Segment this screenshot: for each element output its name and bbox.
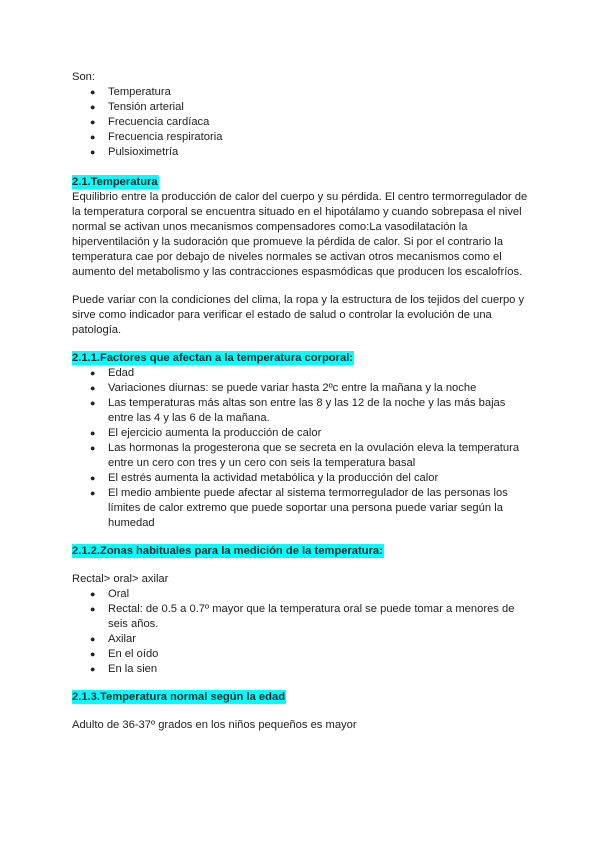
list-item: ● Las temperaturas más altas son entre las 8 y las 12 de la noche y las más bajas entre las 4 y las 6 de la mañana. — [90, 396, 532, 426]
zones-summary: Rectal> oral> axilar — [72, 573, 169, 585]
document-page — [72, 70, 532, 733]
list-item: ● Las hormonas la progesterona que se secreta en la ovulación eleva la temperatura entre un cero con tres y un cero con seis la temperatura basal — [90, 441, 532, 471]
list-item: ● Edad — [90, 366, 532, 381]
zones-list — [90, 587, 532, 677]
list-item: ● El medio ambiente puede afectar al sistema termorregulador de las personas los límites de calor extremo que puede soportar una persona puede variar según la humedad — [90, 486, 532, 531]
normal-temperature-text: Adulto de 36-37º grados en los niños pequeños es mayor — [72, 719, 357, 731]
list-item: ● El ejercicio aumenta la producción de calor — [90, 426, 532, 441]
list-item: ● Oral — [90, 587, 532, 602]
list-item: ● Tensión arterial — [90, 100, 532, 115]
paragraph: Equilibrio entre la producción de calor del cuerpo y su pérdida. El centro termorregulador de la temperatura corporal se encuentra situado en el hipotálamo y cuando sobrepasa el nivel normal se activan unos mecanismos compensadores como:La vasodilatación la hiperventilación y la sudoración que promueve la pérdida de calor. Si por el contrario la temperatura cae por debajo de niveles normales se activan otros mecanismos como el aumento del metabolismo y las contracciones espasmódicas que producen los escalofríos. — [72, 191, 528, 278]
vital-signs-list — [90, 85, 532, 160]
list-item: ● Pulsioximetría — [90, 145, 532, 160]
list-item: ● En la sien — [90, 662, 532, 677]
list-item: ● Frecuencia cardíaca — [90, 115, 532, 130]
list-item: ● Axilar — [90, 632, 532, 647]
list-item: ● Rectal: de 0.5 a 0.7º mayor que la temperatura oral se puede tomar a menores de seis años. — [90, 602, 532, 632]
section-heading-temperatura-normal: 2.1.3.Temperatura normal según la edad — [72, 691, 286, 703]
factors-list — [90, 366, 532, 531]
list-item: ● El estrés aumenta la actividad metabólica y la producción del calor — [90, 471, 532, 486]
section-heading-zonas: 2.1.2.Zonas habituales para la medición de la temperatura: — [72, 545, 383, 557]
intro-label: Son: — [72, 71, 96, 83]
list-item: ● Variaciones diurnas: se puede variar hasta 2ºc entre la mañana y la noche — [90, 381, 532, 396]
paragraph: Puede variar con la condiciones del clima, la ropa y la estructura de los tejidos del cuerpo y sirve como indicador para verificar el estado de salud o controlar la evolución de una patología. — [72, 294, 525, 336]
list-item: ● Frecuencia respiratoria — [90, 130, 532, 145]
section-heading-factores: 2.1.1.Factores que afectan a la temperatura corporal: — [72, 352, 354, 364]
list-item: ● En el oído — [90, 647, 532, 662]
section-heading-temperatura: 2.1.Temperatura — [72, 176, 158, 188]
list-item: ● Temperatura — [90, 85, 532, 100]
